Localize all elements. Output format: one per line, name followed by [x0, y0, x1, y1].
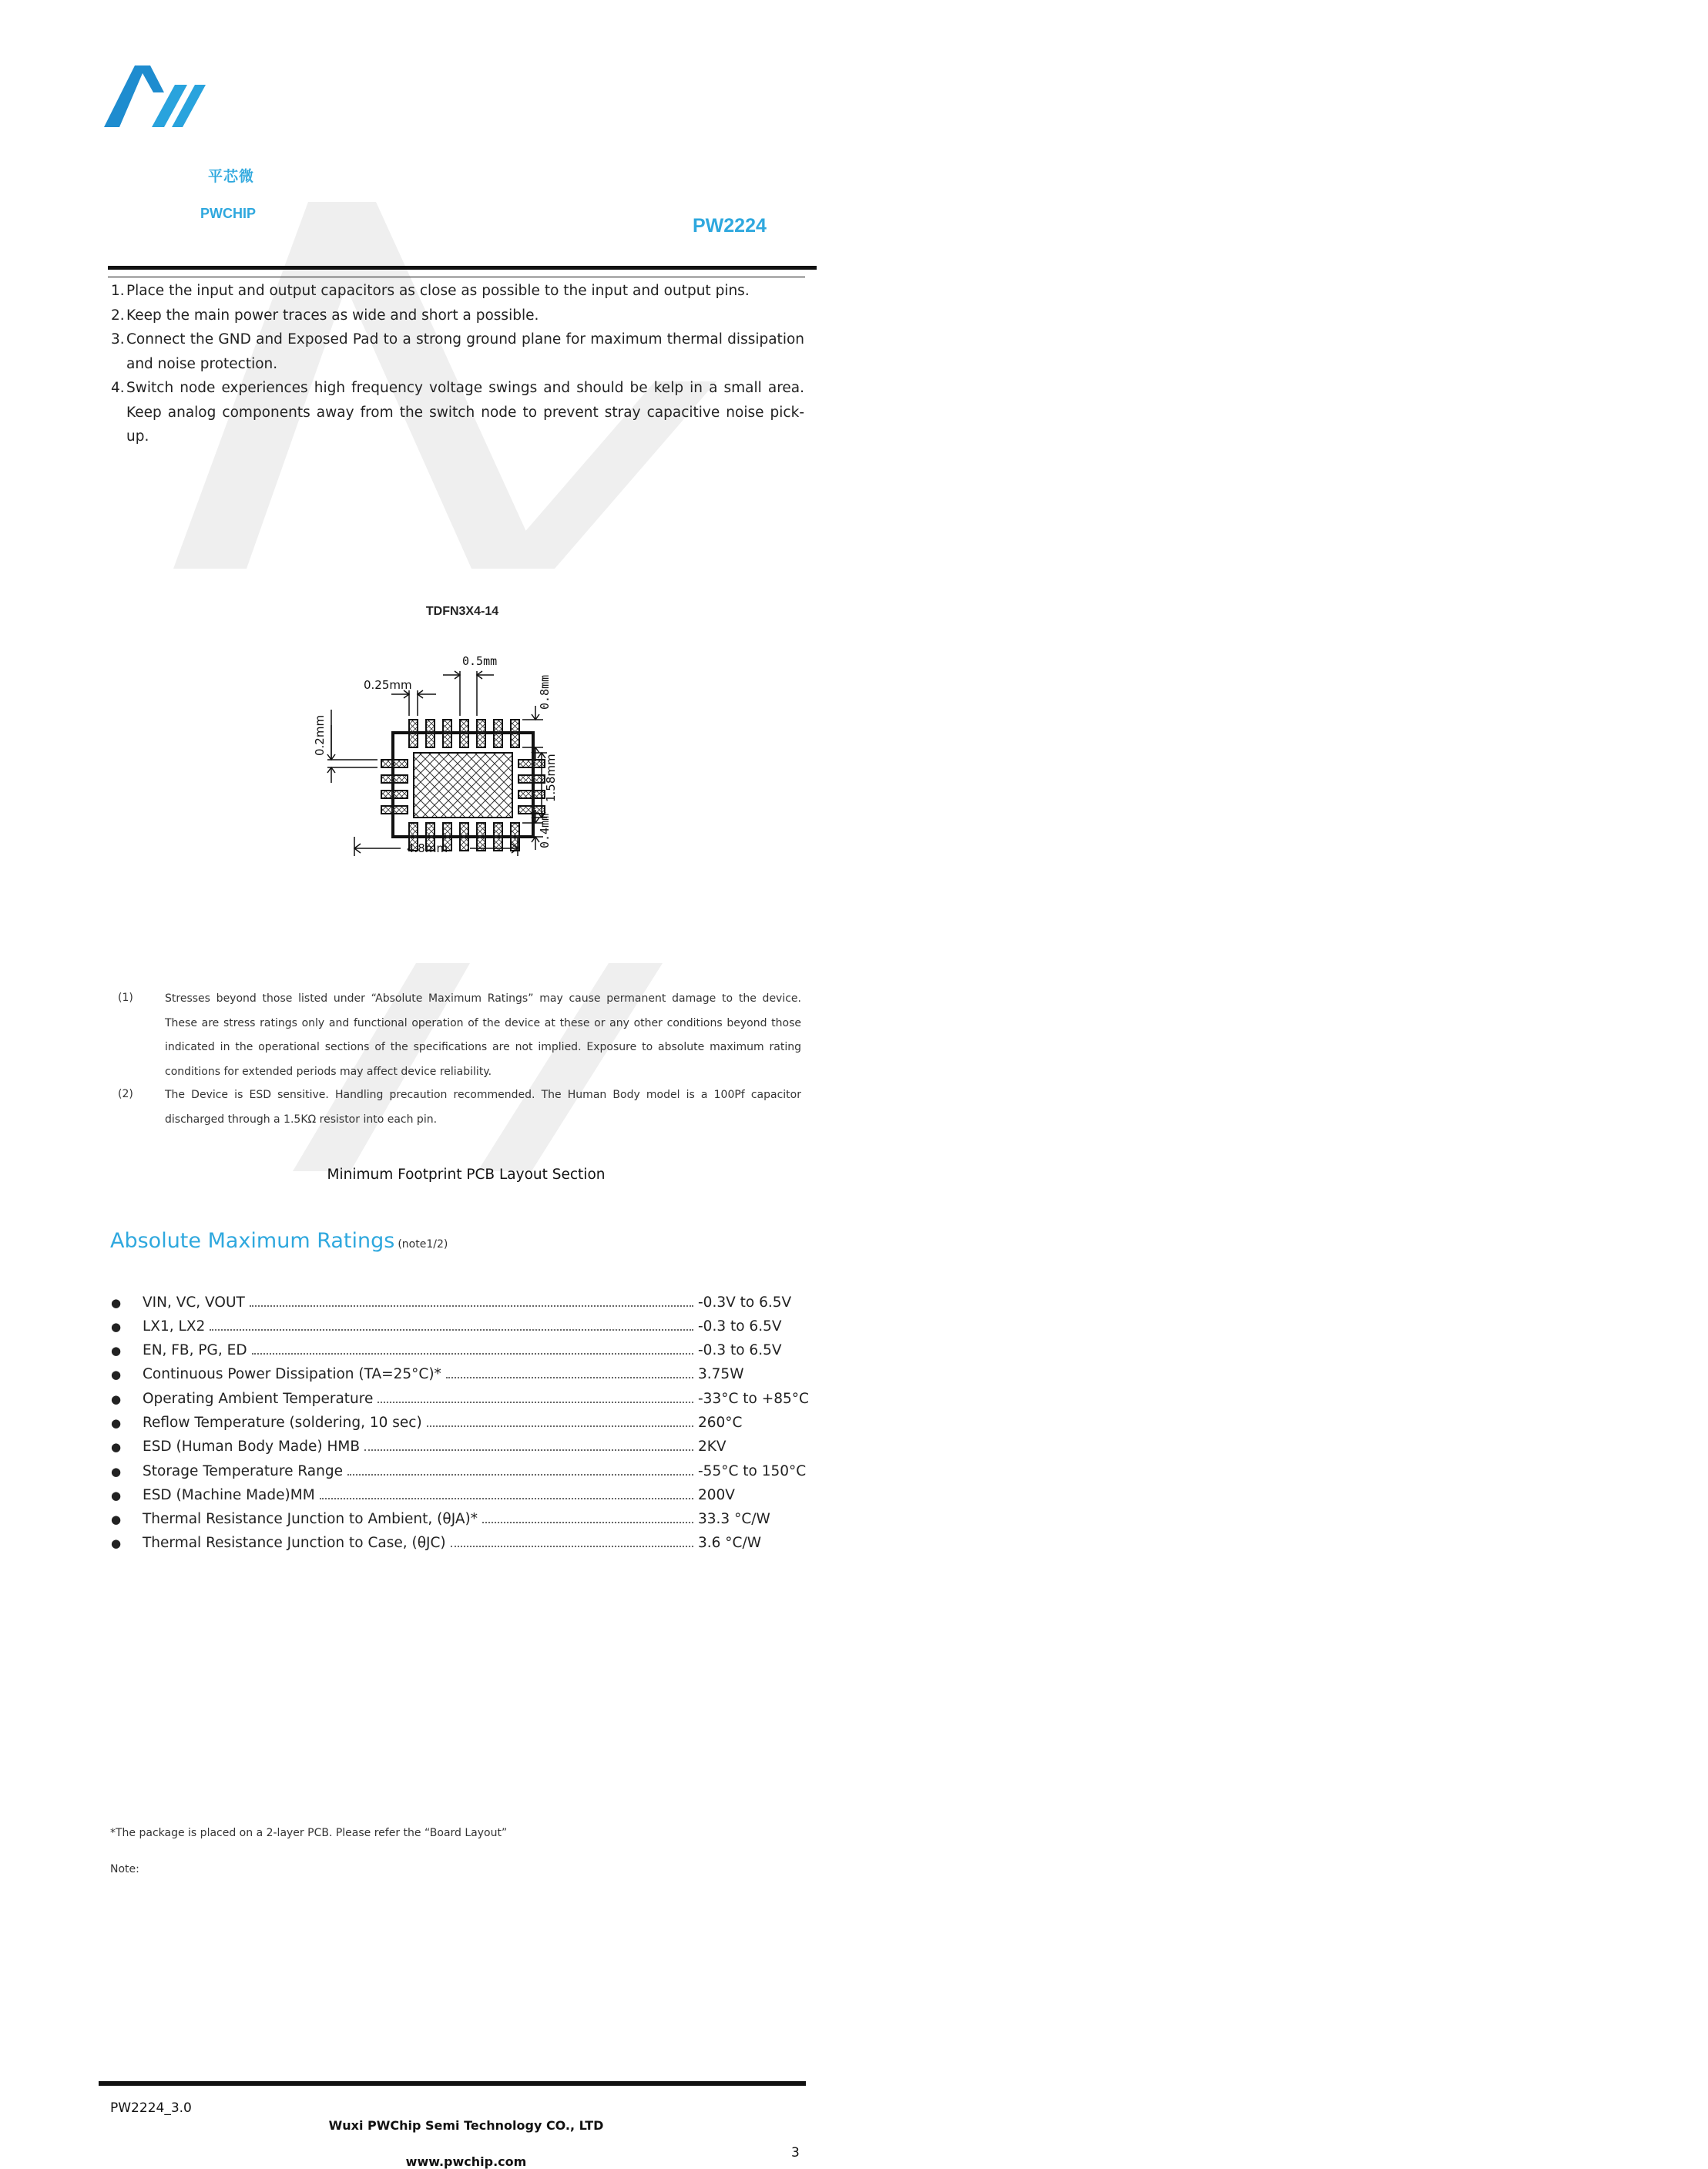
footprint-caption: Minimum Footprint PCB Layout Section: [327, 1166, 606, 1183]
top-pads: [409, 720, 519, 747]
rating-label: Continuous Power Dissipation (TA=25°C)*: [143, 1366, 441, 1383]
dim-gap-label: 0.4mm: [538, 813, 552, 848]
bullet-icon: ●: [111, 1536, 122, 1551]
dim-pad-width-label: 0.25mm: [364, 677, 412, 692]
package-note: *The package is placed on a 2-layer PCB. Please refer the “Board Layout”: [110, 1826, 508, 1839]
dim-epad-height-label: 1.58mm: [544, 753, 558, 802]
rating-label: VIN, VC, VOUT: [143, 1294, 245, 1311]
rating-label: Storage Temperature Range: [143, 1462, 343, 1479]
dot-leader: [482, 1521, 693, 1523]
guideline-item: [111, 376, 804, 449]
rating-label: ESD (Human Body Made) HMB: [143, 1439, 361, 1456]
rating-item: [111, 1511, 804, 1535]
rating-label: LX1, LX2: [143, 1318, 206, 1335]
website-link[interactable]: www.pwchip.com: [405, 2154, 527, 2169]
part-number: PW2224: [693, 215, 767, 237]
guideline-text: Keep the main power traces as wide and short a possible.: [126, 307, 539, 324]
dim-total-width-label: 4.8mm: [407, 841, 448, 855]
guideline-item: [111, 304, 804, 328]
guideline-item: [111, 327, 804, 376]
bullet-icon: ●: [111, 1392, 122, 1406]
ratings-section-title: [110, 1229, 1027, 1253]
rating-label: Operating Ambient Temperature: [143, 1390, 374, 1407]
rating-item: [111, 1415, 804, 1439]
note-number: (1): [118, 992, 133, 1004]
guideline-text: Place the input and output capacitors as close as possible to the input and output pins.: [126, 283, 750, 299]
bullet-icon: ●: [111, 1295, 122, 1310]
dim-side-pad-label: 0.2mm: [313, 714, 327, 756]
dot-leader: [446, 1376, 693, 1378]
rating-value: 3.6 °C/W: [698, 1535, 761, 1552]
layout-guidelines-list: [111, 279, 804, 449]
rating-item: [111, 1318, 804, 1342]
rating-item: [111, 1535, 804, 1559]
bullet-icon: ●: [111, 1368, 122, 1382]
bullet-icon: ●: [111, 1440, 122, 1455]
brand-chinese-name: 平芯微: [208, 168, 255, 185]
footprint-diagram: [313, 648, 609, 902]
footer-divider: [99, 2081, 806, 2086]
bullet-icon: ●: [111, 1344, 122, 1358]
rating-label: Thermal Resistance Junction to Case, (θJC): [143, 1535, 446, 1552]
bullet-icon: ●: [111, 1319, 122, 1334]
note-text: The Device is ESD sensitive. Handling precaution recommended. The Human Body model is a 100Pf capacitor discharged through a 1.5KΩ resistor into each pin.: [165, 1089, 801, 1126]
ratings-heading: Absolute Maximum Ratings: [110, 1228, 395, 1253]
bullet-icon: ●: [111, 1415, 122, 1430]
ratings-note-ref: (note1/2): [398, 1237, 448, 1251]
rating-value: 33.3 °C/W: [698, 1511, 770, 1528]
rating-value: 260°C: [698, 1414, 743, 1431]
rating-value: 2KV: [698, 1439, 726, 1456]
rating-value: -33°C to +85°C: [698, 1390, 809, 1407]
rating-item: [111, 1342, 804, 1366]
guideline-text: Connect the GND and Exposed Pad to a strong ground plane for maximum thermal dissipation and noise protection.: [126, 331, 804, 372]
dim-pitch-label: 0.5mm: [462, 653, 498, 668]
header-divider: [108, 266, 817, 270]
rating-item: [111, 1462, 807, 1487]
dot-leader: [427, 1425, 693, 1427]
guideline-text: Switch node experiences high frequency voltage swings and should be kelp in a small area. Keep analog components away from the switch node to prevent stray capacitive noise pick-up.: [126, 380, 804, 445]
rating-value: -0.3 to 6.5V: [698, 1342, 782, 1359]
dot-leader: [347, 1473, 693, 1476]
footprint-package-title: TDFN3X4-14: [425, 604, 499, 618]
rating-value: -0.3 to 6.5V: [698, 1318, 782, 1335]
ratings-list: [111, 1294, 809, 1560]
bullet-icon: ●: [111, 1464, 122, 1479]
rating-value: -55°C to 150°C: [698, 1462, 807, 1479]
dim-pad-length-label: 0.8mm: [538, 674, 552, 710]
company-name: Wuxi PWChip Semi Technology CO., LTD: [328, 2117, 604, 2133]
bullet-icon: ●: [111, 1488, 122, 1503]
guideline-item: [111, 279, 804, 304]
note-text: Stresses beyond those listed under “Absolute Maximum Ratings” may cause permanent damage to the device. These are stress ratings only and functional operation of the device at these or any other conditions beyond those indicated in the operational sections of the specifications are not implied. Exposure to absolute maximum rating conditions for extended periods may affect device reliability.: [165, 992, 801, 1078]
exposed-pad: [414, 753, 512, 818]
rating-item: [111, 1390, 809, 1415]
rating-item: [111, 1294, 804, 1318]
rating-label: Reflow Temperature (soldering, 10 sec): [143, 1414, 422, 1431]
rating-item: [111, 1439, 804, 1462]
dot-leader: [320, 1497, 693, 1499]
rating-value: -0.3V to 6.5V: [698, 1294, 792, 1311]
rating-label: EN, FB, PG, ED: [143, 1342, 247, 1359]
page-number: 3: [791, 2144, 800, 2161]
dot-leader: [451, 1545, 693, 1547]
dot-leader: [252, 1352, 693, 1355]
note-label: Note:: [110, 1862, 139, 1875]
guideline-number: 4.: [111, 380, 125, 396]
dot-leader: [378, 1401, 693, 1403]
rating-label: Thermal Resistance Junction to Ambient, (θJA)*: [143, 1511, 478, 1528]
rating-value: 200V: [698, 1486, 735, 1503]
note-number: (2): [118, 1088, 133, 1100]
guideline-number: 3.: [111, 331, 125, 348]
pwchip-logo-icon: [104, 62, 270, 131]
guideline-number: 2.: [111, 307, 125, 324]
rating-value: 3.75W: [698, 1366, 744, 1383]
dot-leader: [210, 1328, 693, 1331]
rating-item: [111, 1487, 804, 1511]
rating-label: ESD (Machine Made)MM: [143, 1486, 315, 1503]
brand-name: PWCHIP: [200, 206, 256, 221]
bullet-icon: ●: [111, 1513, 122, 1527]
document-version: PW2224_3.0: [110, 2100, 192, 2116]
guideline-number: 1.: [111, 283, 125, 299]
dot-leader: [364, 1449, 693, 1451]
dot-leader: [250, 1304, 693, 1307]
rating-item: [111, 1366, 804, 1390]
